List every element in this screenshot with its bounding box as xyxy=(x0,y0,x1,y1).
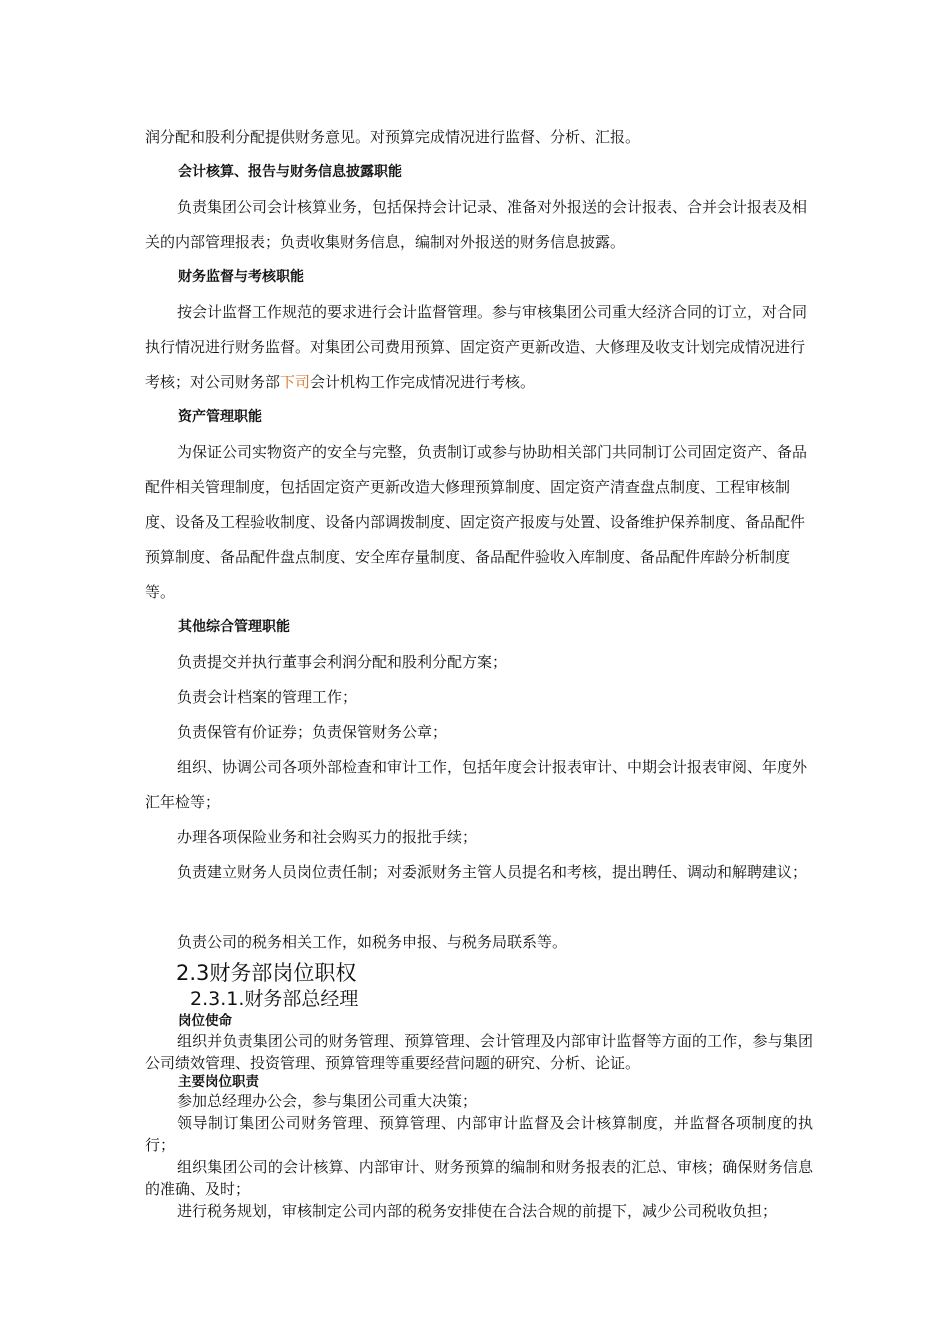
other-item: 组织、协调公司各项外部检查和审计工作，包括年度会计报表审计、中期会计报表审阅、年度外汇年检等； xyxy=(145,758,808,811)
paragraph-accounting: 负责集团公司会计核算业务，包括保持会计记录、准备对外报送的会计报表、合并会计报表及相关的内部管理报表；负责收集财务信息，编制对外报送的财务信息披露。 xyxy=(145,198,808,251)
section-heading: 2.3财务部岗位职权 xyxy=(176,961,357,985)
other-item: 负责公司的税务相关工作，如税务申报、与税务局联系等。 xyxy=(177,933,568,951)
duty-item: 参加总经理办公会，参与集团公司重大决策； xyxy=(177,1092,478,1110)
duty-item: 组织集团公司的会计核算、内部审计、财务预算的编制和财务报表的汇总、审核；确保财务信息的准确、及时； xyxy=(145,1158,813,1198)
supervision-highlight: 下司 xyxy=(280,373,311,391)
duties-title: 主要岗位职责 xyxy=(178,1074,259,1090)
other-item: 负责保管有价证券；负责保管财务公章； xyxy=(177,723,448,741)
heading-supervision: 财务监督与考核职能 xyxy=(178,269,304,285)
duty-item: 进行税务规划，审核制定公司内部的税务安排使在合法合规的前提下，减少公司税收负担； xyxy=(177,1202,778,1220)
other-item: 办理各项保险业务和社会购买力的报批手续； xyxy=(177,828,478,846)
other-item: 负责提交并执行董事会利润分配和股利分配方案； xyxy=(177,653,508,671)
subsection-heading: 2.3.1.财务部总经理 xyxy=(190,988,359,1010)
paragraph-assets: 为保证公司实物资产的安全与完整，负责制订或参与协助相关部门共同制订公司固定资产、备品配件相关管理制度，包括固定资产更新改造大修理预算制度、固定资产清查盘点制度、工程审核制度、设备及工程验收制度、设备内部调拨制度、固定资产报废与处置、设备维护保养制度、备品配件预算制度、备品配件盘点制度、安全库存量制度、备品配件验收入库制度、备品配件库龄分析制度等。 xyxy=(145,443,808,601)
mission-text: 组织并负责集团公司的财务管理、预算管理、会计管理及内部审计监督等方面的工作，参与集团公司绩效管理、投资管理、预算管理等重要经营问题的研究、分析、论证。 xyxy=(145,1032,813,1072)
supervision-text-a: 按会计监督工作规范的要求进行会计监督管理。参与审核集团公司重大经济合同的订立，对合同执行情况进行财务监督。对集团公司费用预算、固定资产更新改造、大修理及收支计划完成情况进行考核；对公司财务部 xyxy=(145,303,808,391)
other-item: 负责会计档案的管理工作； xyxy=(177,688,358,706)
paragraph-supervision xyxy=(145,295,813,400)
heading-other: 其他综合管理职能 xyxy=(178,619,290,635)
other-item: 负责建立财务人员岗位责任制；对委派财务主管人员提名和考核，提出聘任、调动和解聘建议； xyxy=(177,863,808,881)
paragraph-continuation: 润分配和股利分配提供财务意见。对预算完成情况进行监督、分析、汇报。 xyxy=(145,128,641,146)
heading-assets: 资产管理职能 xyxy=(178,409,262,425)
supervision-text-b: 会计机构工作完成情况进行考核。 xyxy=(310,373,536,391)
heading-accounting: 会计核算、报告与财务信息披露职能 xyxy=(178,164,402,180)
mission-title: 岗位使命 xyxy=(178,1013,232,1029)
duty-item: 领导制订集团公司财务管理、预算管理、内部审计监督及会计核算制度，并监督各项制度的执行； xyxy=(145,1114,813,1154)
